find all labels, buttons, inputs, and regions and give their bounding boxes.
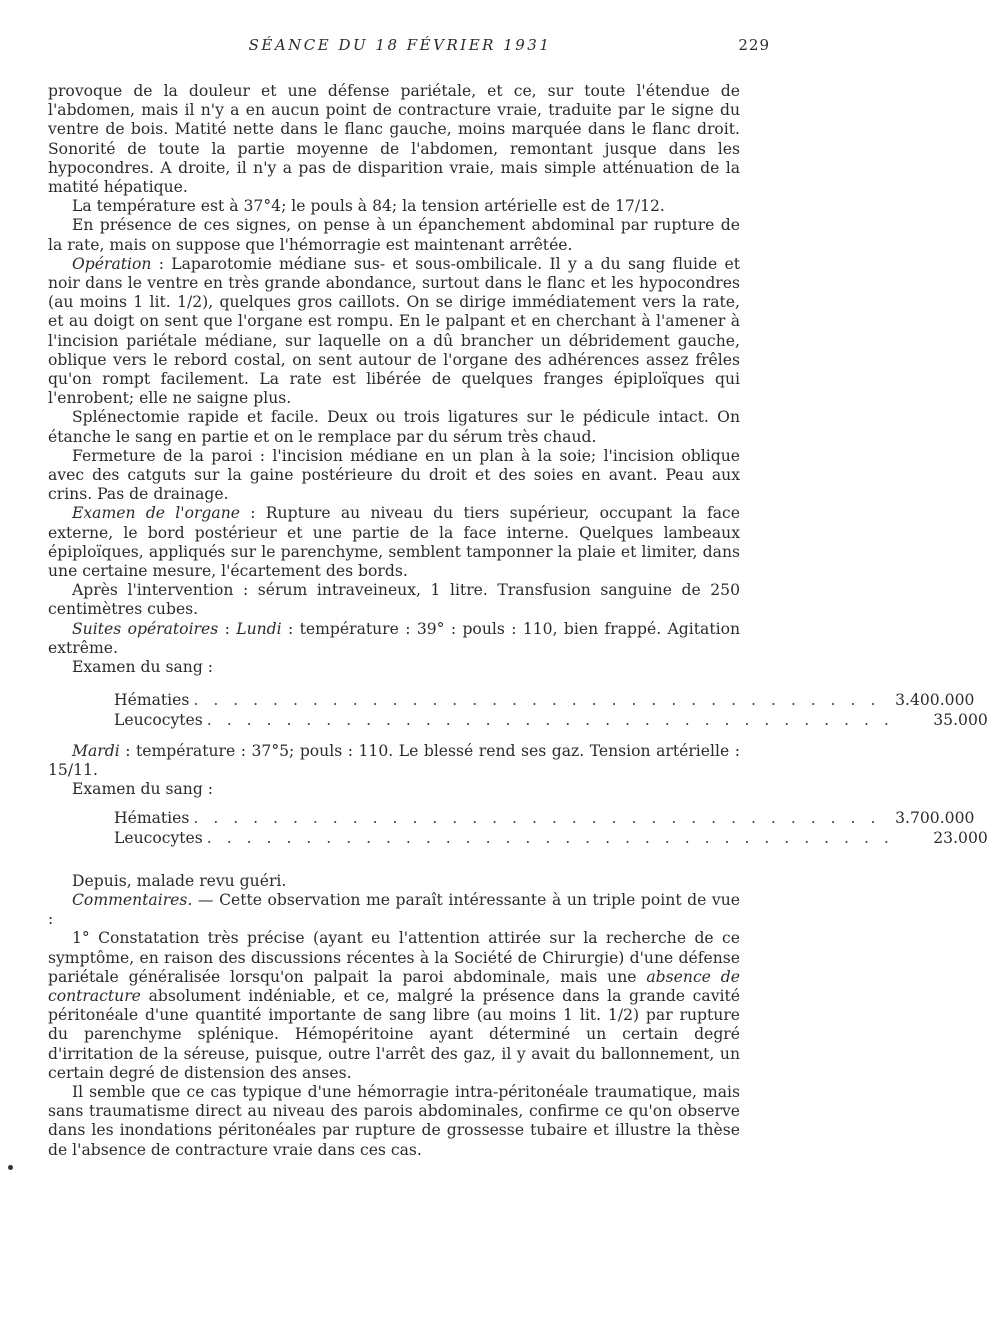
- organ-exam-text: : Rupture au niveau du tiers supérieur, occupant la face externe, le bord postérieur et une partie de la face interne. Quelques lambeaux épiploïques, appliqués sur le parenchyme, semblent tamponner la plaie et limiter, dans une certaine mesure, l'écartement des bords.: [48, 504, 740, 581]
- row-label: Hématies: [114, 809, 190, 828]
- spacer: [48, 860, 740, 872]
- paragraph-3: En présence de ces signes, on pense à un épanchement abdominal par rupture de la rate, mais on suppose que l'hémorragie est maintenant arrêtée.: [48, 216, 740, 254]
- postop-separator: :: [218, 619, 237, 638]
- margin-mark: [8, 1165, 13, 1170]
- paragraph-after-intervention: Après l'intervention : sérum intraveineux, 1 litre. Transfusion sanguine de 250 centimètres cubes.: [48, 581, 740, 619]
- row-value: 3.400.000: [895, 691, 975, 710]
- row-label: Leucocytes: [114, 828, 203, 847]
- blood-exam-1-table: [48, 691, 988, 729]
- row-value: 3.700.000: [895, 809, 975, 828]
- row-value: 23.000: [933, 828, 988, 847]
- blood-exam-2-label: Examen du sang :: [72, 780, 214, 799]
- comments-text: — Cette observation me paraît intéressante à un triple point de vue :: [48, 890, 740, 929]
- paragraph-2: La température est à 37°4; le pouls à 84; la tension artérielle est de 17/12.: [72, 197, 665, 216]
- postop-text: : température : 39° : pouls : 110, bien frappé. Agitation extrême.: [48, 619, 741, 657]
- table-row: [48, 710, 988, 730]
- comments-label: Commentaires.: [72, 890, 193, 909]
- tuesday-text: : température : 37°5; pouls : 110. Le blessé rend ses gaz. Tension artérielle : 15/11.: [48, 741, 740, 779]
- operation-text: : Laparotomie médiane sus- et sous-ombilicale. Il y a du sang fluide et noir dans le ventre en très grande abondance, surtout dans le flanc et les hypocondres (au moins 1 lit. 1/2), quelques gros caillots. On se dirige immédiatement vers la rate, et au doigt on sent que l'organe est rompu. En le palpant et en cherchant à l'amener à l'incision pariétale médiane, sur laquelle on a dû brancher un débridement gauche, oblique vers le rebord costal, on sent autour de l'organe des adhérences assez frêles qu'on rompt facilement. La rate est libérée de quelques franges épiploïques qui l'enrobent; elle ne saigne plus.: [48, 254, 740, 408]
- paragraph-conclusion: Il semble que ce cas typique d'une hémorragie intra-péritonéale traumatique, mais sans traumatisme direct au niveau des parois abdominales, confirme ce qu'on observe dans les inondations péritonéales par rupture de grossesse tubaire et illustre la thèse de l'absence de contracture vraie dans ces cas.: [48, 1082, 740, 1159]
- operation-label: Opération: [72, 254, 152, 273]
- paragraph-splenectomy: Splénectomie rapide et facile. Deux ou trois ligatures sur le pédicule intact. On étanche le sang en partie et on le remplace par du sérum très chaud.: [48, 408, 740, 446]
- leader-dots: . . . . . . . . . . . . . . . . . . . . . . . . . . . . . . . . . . .: [193, 691, 881, 710]
- postop-label: Suites opératoires: [72, 619, 219, 638]
- organ-exam-label: Examen de l'organe: [72, 504, 240, 523]
- point-1-emphasis: absence de contracture: [48, 967, 740, 1005]
- point-1-text-b: absolument indéniable, et ce, malgré la présence dans la grande cavité péritonéale d'une quantité importante de sang libre (au moins 1 lit. 1/2) par rupture du parenchyme splénique. Hémopéritoine ayant déterminé un certain degré d'irritation de la séreuse, puisque, outre l'arrêt des gaz, il y avait du ballonnement, un certain degré de distension des anses.: [48, 986, 740, 1082]
- postop-day-monday: Lundi: [236, 619, 282, 638]
- point-1-text-a: 1° Constatation très précise (ayant eu l'attention attirée sur la recherche de ce symptôme, en raison des discussions récentes à la Société de Chirurgie) d'une défense pariétale généralisée lorsqu'on palpait la paroi abdominale, mais une: [48, 929, 740, 986]
- paragraph-tuesday: [48, 742, 740, 780]
- page-header: [0, 36, 800, 60]
- paragraph-closure: Fermeture de la paroi : l'incision médiane en un plan à la soie; l'incision oblique avec des catguts sur la gaine postérieure du droit et des soies en avant. Peau aux crins. Pas de drainage.: [48, 446, 740, 504]
- table-row: [48, 691, 975, 710]
- leader-dots: . . . . . . . . . . . . . . . . . . . . . . . . . . . . . . . . . . .: [206, 828, 894, 847]
- paragraph-point-1: [48, 929, 740, 1083]
- row-label: Leucocytes: [114, 710, 203, 729]
- leader-dots: . . . . . . . . . . . . . . . . . . . . . . . . . . . . . . . . . . .: [193, 809, 881, 828]
- page-number: 229: [738, 36, 770, 54]
- paragraph-operation: [48, 255, 740, 409]
- body-text: [48, 82, 988, 1160]
- paragraph-outcome: Depuis, malade revu guéri.: [72, 871, 287, 890]
- leader-dots: . . . . . . . . . . . . . . . . . . . . . . . . . . . . . . . . . . .: [206, 710, 894, 729]
- table-row: [48, 828, 988, 848]
- paragraph-1: provoque de la douleur et une défense pariétale, et ce, sur toute l'étendue de l'abdomen, mais il n'y a en aucun point de contracture vraie, traduite par le signe du ventre de bois. Matité nette dans le flanc gauche, moins marquée dans le flanc droit. Sonorité de toute la partie moyenne de l'abdomen, remontant jusque dans les hypocondres. A droite, il n'y a pas de disparition vraie, mais simple atténuation de la matité hépatique.: [48, 82, 740, 197]
- running-title: SÉANCE DU 18 FÉVRIER 1931: [248, 36, 552, 54]
- blood-exam-1-label: Examen du sang :: [72, 658, 214, 677]
- paragraph-comments: [48, 891, 740, 929]
- row-value: 35.000: [933, 710, 988, 729]
- paragraph-postop: [48, 620, 740, 658]
- table-row: [48, 809, 975, 828]
- tuesday-label: Mardi: [72, 741, 120, 760]
- row-label: Hématies: [114, 691, 190, 710]
- blood-exam-2-table: [48, 809, 988, 847]
- paragraph-organ-exam: [48, 504, 740, 581]
